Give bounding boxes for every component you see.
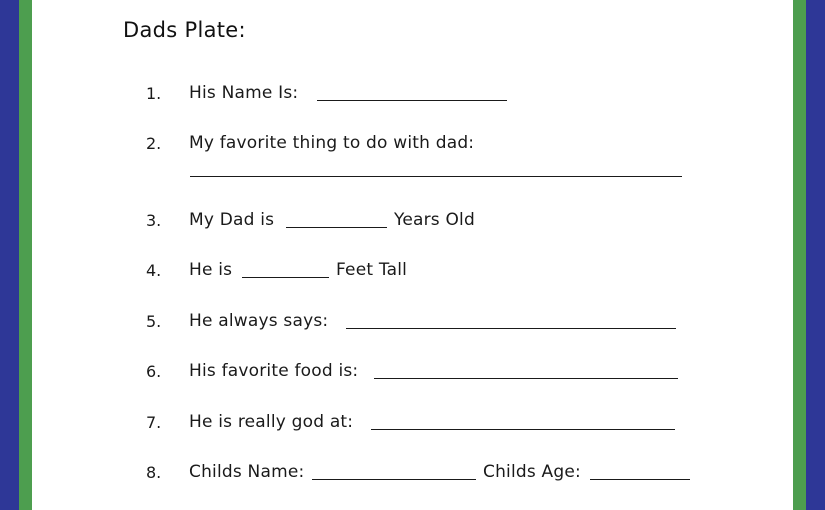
age-blank-line[interactable] (286, 227, 387, 228)
name-blank-line[interactable] (317, 100, 507, 101)
item-8-number: 8. (146, 463, 162, 482)
favorite-food-blank-line[interactable] (374, 378, 678, 379)
item-5-label: He always says: (189, 311, 329, 331)
item-4-label-after: Feet Tall (336, 260, 408, 280)
item-8-label-before: Childs Name: (189, 462, 305, 482)
item-7-number: 7. (146, 413, 162, 432)
item-3-number: 3. (146, 211, 162, 230)
item-2-label: My favorite thing to do with dad: (189, 133, 475, 153)
good-at-blank-line[interactable] (371, 429, 675, 430)
item-3-label-after: Years Old (394, 210, 475, 230)
item-1-number: 1. (146, 84, 162, 103)
saying-blank-line[interactable] (346, 328, 676, 329)
childs-name-blank-line[interactable] (312, 479, 476, 480)
item-6-label: His favorite food is: (189, 361, 359, 381)
worksheet-sheet (32, 0, 793, 510)
item-1-label: His Name Is: (189, 83, 299, 103)
item-2-number: 2. (146, 134, 162, 153)
item-8-label-after: Childs Age: (483, 462, 581, 482)
item-4-number: 4. (146, 261, 162, 280)
item-6-number: 6. (146, 362, 162, 381)
height-blank-line[interactable] (242, 277, 329, 278)
item-7-label: He is really god at: (189, 412, 354, 432)
childs-age-blank-line[interactable] (590, 479, 690, 480)
item-5-number: 5. (146, 312, 162, 331)
worksheet-title: Dads Plate: (123, 18, 246, 42)
item-4-label-before: He is (189, 260, 233, 280)
item-3-label-before: My Dad is (189, 210, 275, 230)
favorite-thing-blank-line[interactable] (190, 176, 682, 177)
